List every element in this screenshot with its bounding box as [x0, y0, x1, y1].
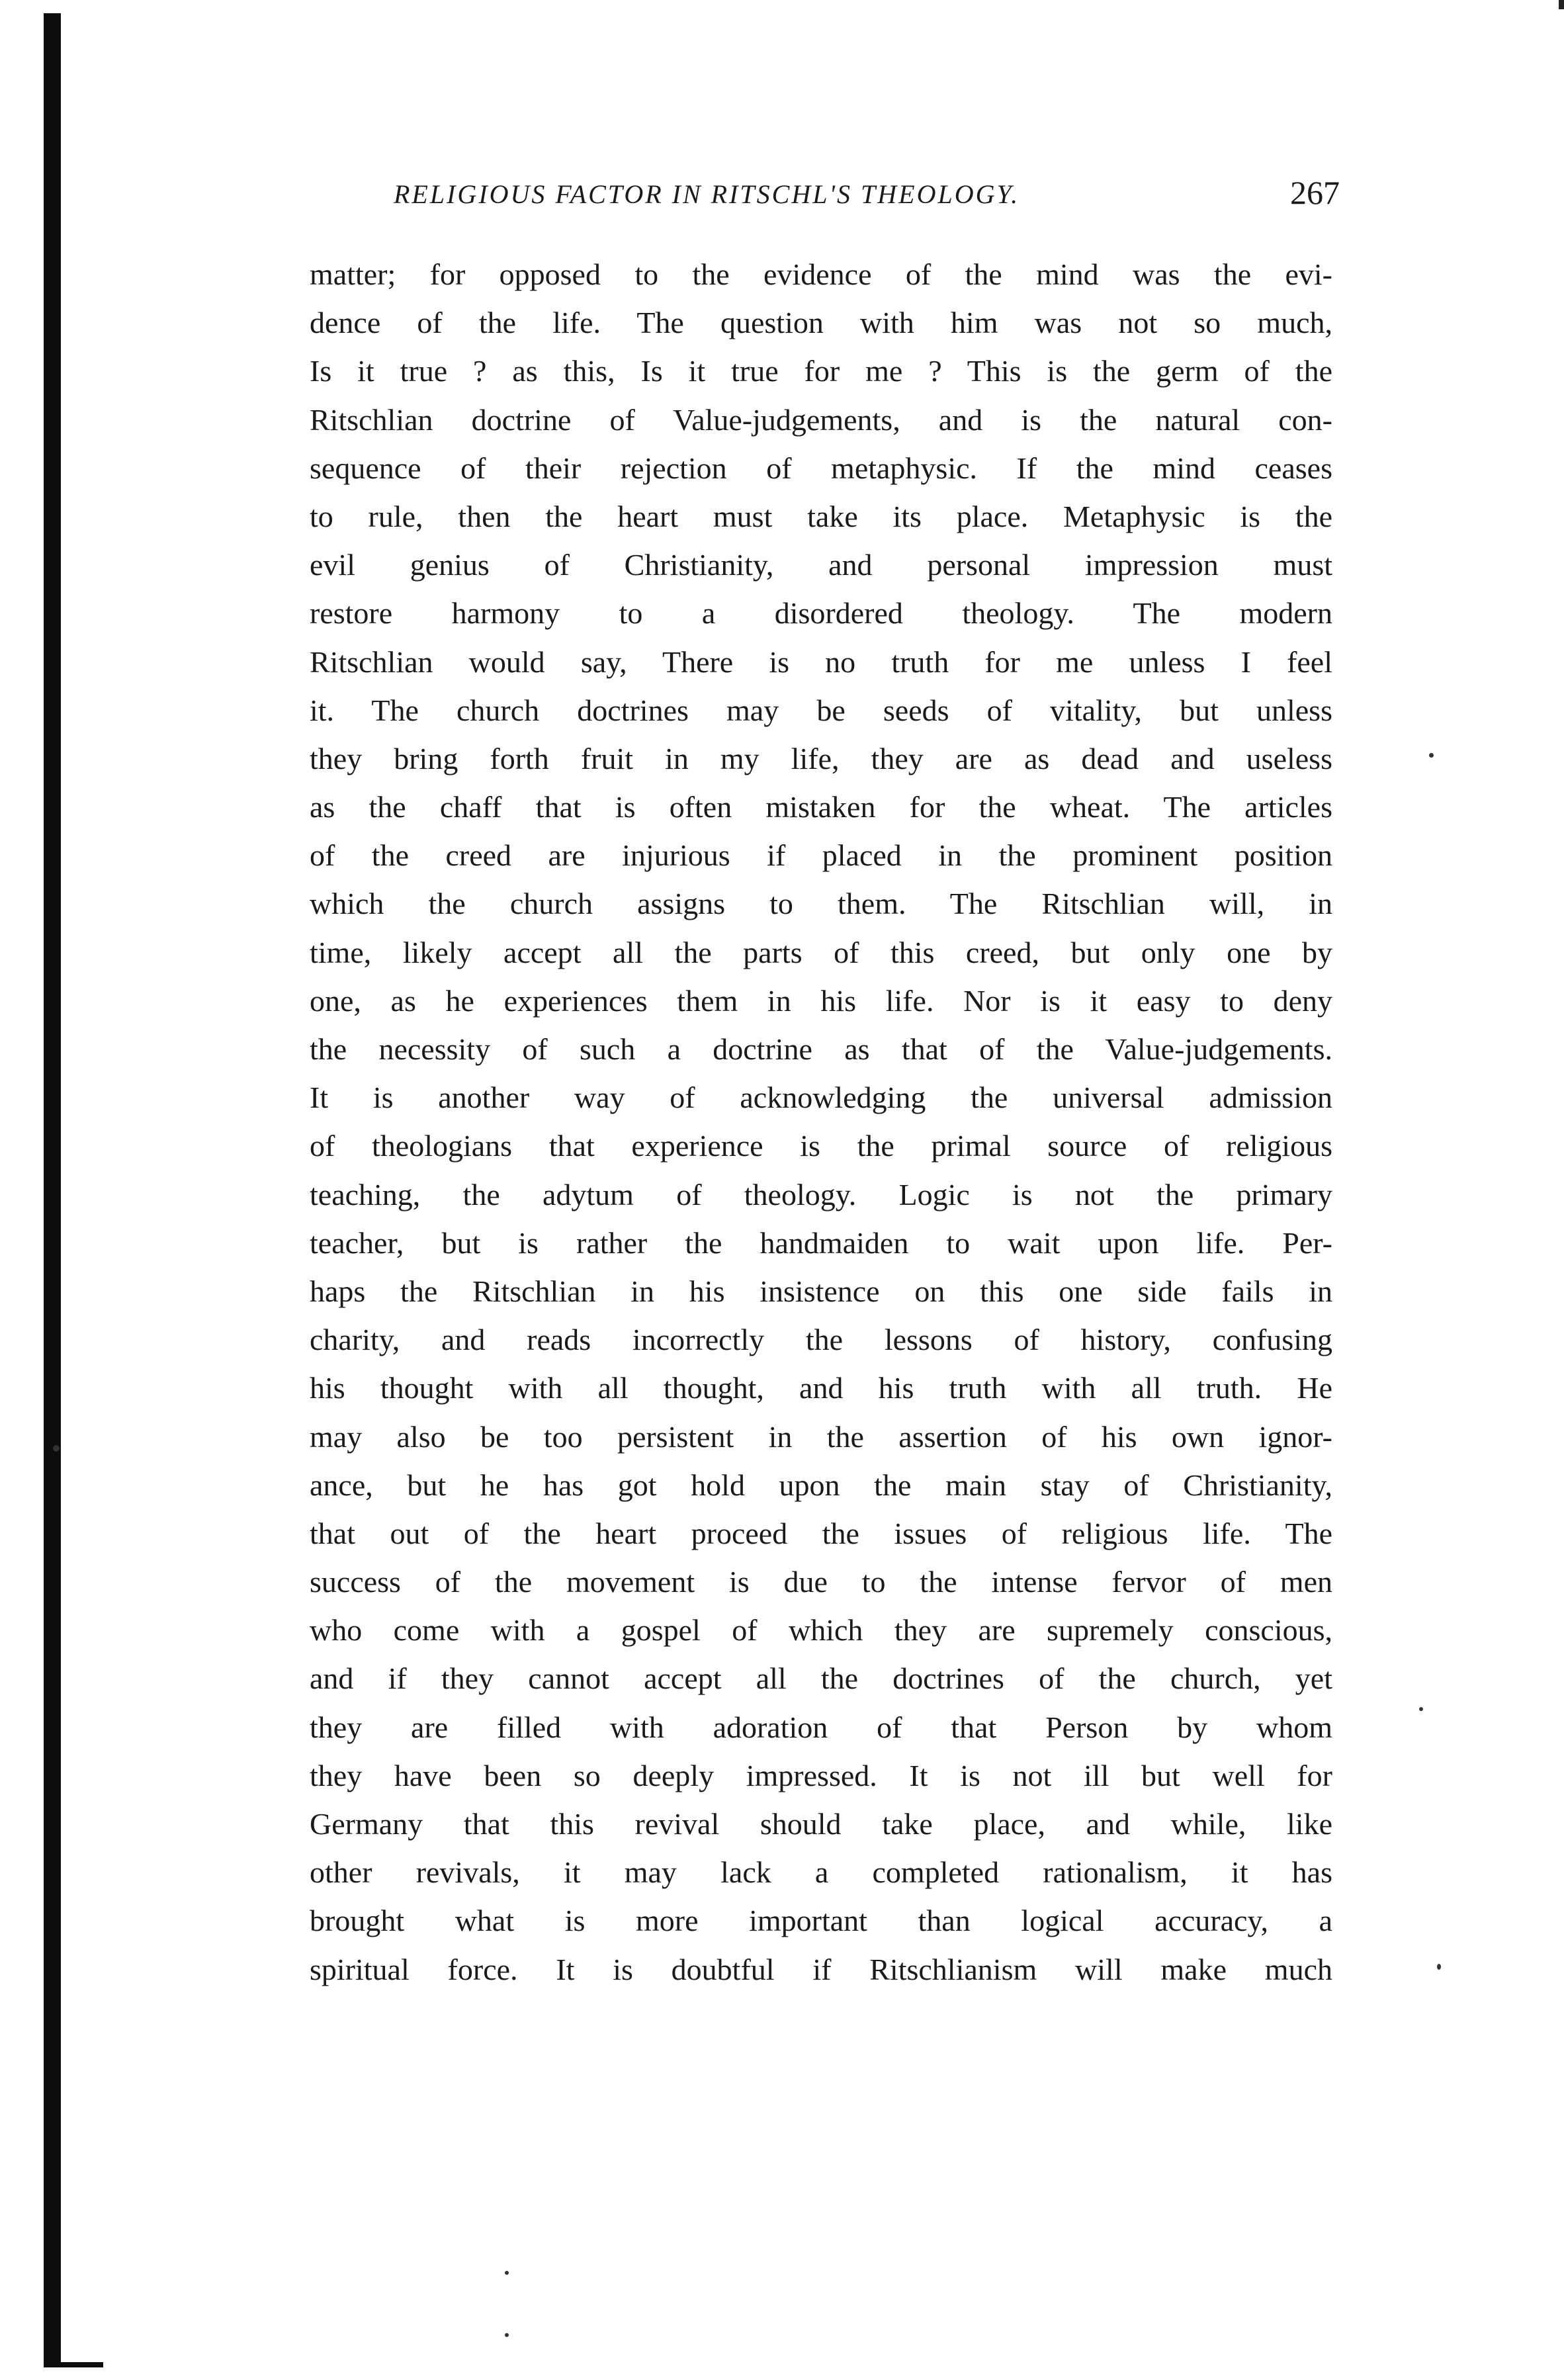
scan-speck — [505, 2333, 509, 2337]
text-line: may also be too persistent in the assertion of his own ignor- — [310, 1419, 1332, 1454]
text-line: haps the Ritschlian in his insistence on this one side fails in — [310, 1274, 1332, 1308]
page-binding-edge — [44, 13, 61, 2367]
scan-speck — [1429, 753, 1434, 758]
text-line: it. The church doctrines may be seeds of vitality, but unless — [310, 693, 1332, 727]
text-line: and if they cannot accept all the doctrines of the church, yet — [310, 1661, 1332, 1696]
text-line: that out of the heart proceed the issues of religious life. The — [310, 1516, 1332, 1550]
text-line: time, likely accept all the parts of this creed, but only one by — [310, 935, 1332, 969]
running-title: RELIGIOUS FACTOR IN RITSCHL'S THEOLOGY. — [394, 179, 1020, 209]
text-line: matter; for opposed to the evidence of the mind was the evi- — [310, 257, 1332, 291]
text-line: as the chaff that is often mistaken for the wheat. The articles — [310, 790, 1332, 824]
scan-speck — [1437, 1964, 1441, 1970]
text-line: Is it true ? as this, Is it true for me ? This is the germ of the — [310, 354, 1332, 388]
text-line: who come with a gospel of which they are supremely conscious, — [310, 1613, 1332, 1648]
text-line: brought what is more important than logical accuracy, a — [310, 1904, 1332, 1938]
text-line: of theologians that experience is the primal source of religious — [310, 1129, 1332, 1163]
page-binding-foot — [44, 2362, 103, 2367]
text-line: they have been so deeply impressed. It is not ill but well for — [310, 1758, 1332, 1792]
text-line: which the church assigns to them. The Ritschlian will, in — [310, 887, 1332, 921]
text-line: charity, and reads incorrectly the lessons of history, confusing — [310, 1323, 1332, 1357]
text-line: teaching, the adytum of theology. Logic is not the primary — [310, 1177, 1332, 1212]
page-header — [394, 174, 1340, 225]
text-line: teacher, but is rather the handmaiden to wait upon life. Per- — [310, 1225, 1332, 1260]
text-line: of the creed are injurious if placed in the prominent position — [310, 838, 1332, 873]
scan-speck — [1419, 1707, 1423, 1711]
body-text — [310, 250, 1332, 1994]
text-line: ance, but he has got hold upon the main stay of Christianity, — [310, 1468, 1332, 1502]
text-line: they bring forth fruit in my life, they are as dead and useless — [310, 741, 1332, 775]
text-line: Germany that this revival should take place, and while, like — [310, 1807, 1332, 1841]
text-line: they are filled with adoration of that Person by whom — [310, 1710, 1332, 1744]
text-line: to rule, then the heart must take its place. Metaphysic is the — [310, 499, 1332, 533]
text-line: Ritschlian would say, There is no truth for me unless I feel — [310, 644, 1332, 679]
scan-corner-mark — [1559, 0, 1564, 9]
scan-speck — [53, 1445, 60, 1452]
text-line: sequence of their rejection of metaphysic. If the mind ceases — [310, 451, 1332, 485]
text-line: other revivals, it may lack a completed rationalism, it has — [310, 1855, 1332, 1890]
text-line: the necessity of such a doctrine as that of the Value-judgements. — [310, 1032, 1332, 1066]
scan-speck — [505, 2271, 509, 2275]
text-line: one, as he experiences them in his life. Nor is it easy to deny — [310, 983, 1332, 1018]
text-line: Ritschlian doctrine of Value-judgements, and is the natural con- — [310, 402, 1332, 437]
text-line: dence of the life. The question with him was not so much, — [310, 306, 1332, 340]
text-line: spiritual force. It is doubtful if Ritschlianism will make much — [310, 1952, 1332, 1986]
text-line: evil genius of Christianity, and personal impression must — [310, 548, 1332, 582]
page-number: 267 — [1290, 174, 1340, 211]
text-line: his thought with all thought, and his truth with all truth. He — [310, 1371, 1332, 1405]
text-line: success of the movement is due to the intense fervor of men — [310, 1565, 1332, 1599]
text-line: It is another way of acknowledging the universal admission — [310, 1080, 1332, 1115]
text-line: restore harmony to a disordered theology. The modern — [310, 596, 1332, 631]
